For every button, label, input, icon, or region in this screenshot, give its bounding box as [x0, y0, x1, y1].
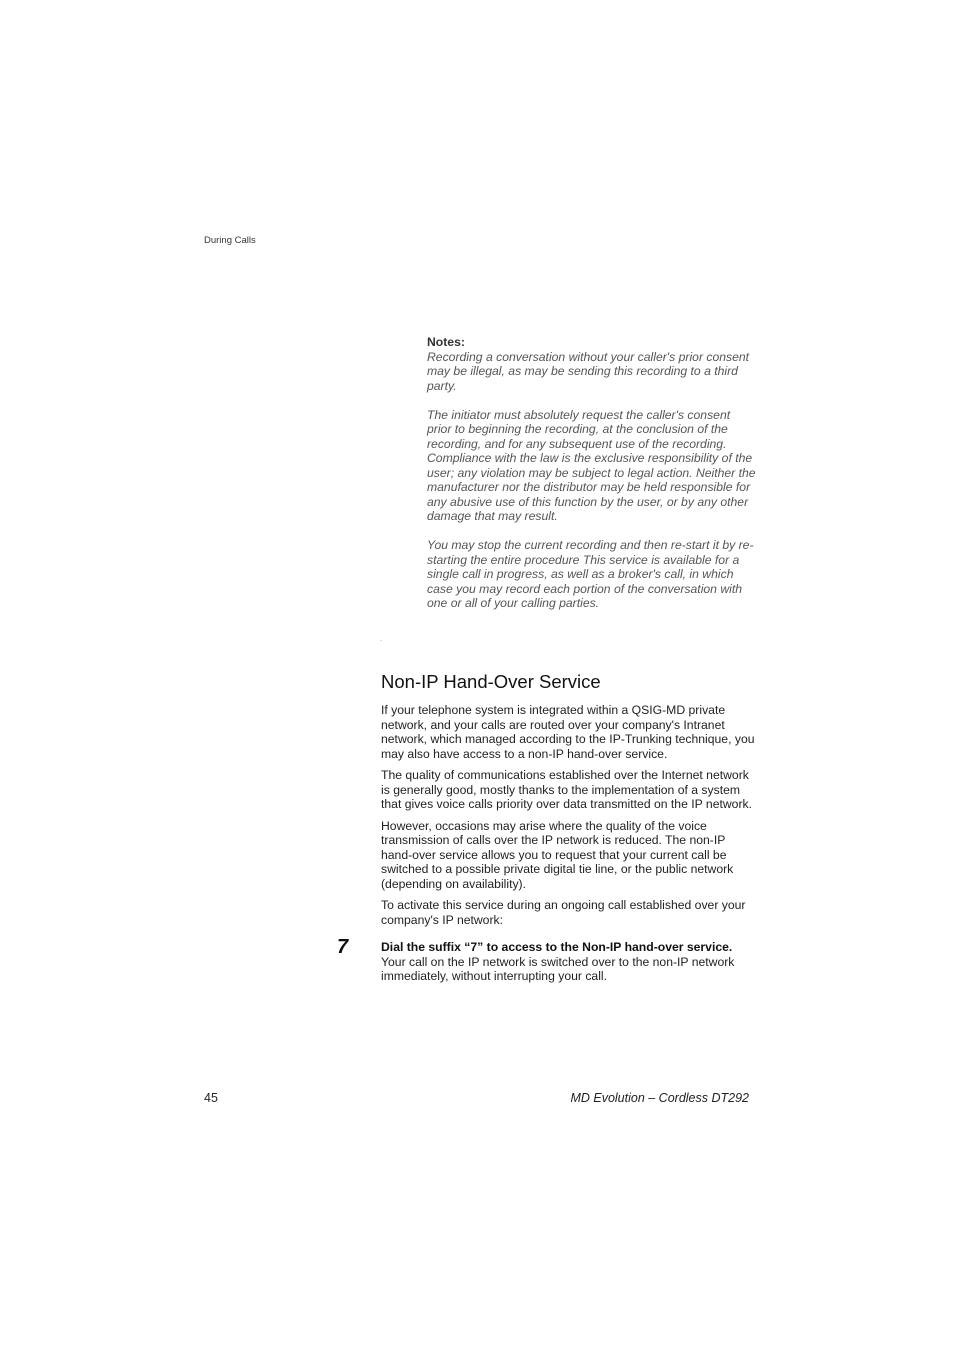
notes-title: Notes: — [427, 335, 465, 349]
running-header: During Calls — [204, 235, 256, 246]
stray-mark: . — [380, 634, 383, 643]
notes-block — [427, 335, 757, 611]
section-paragraph-activate: To activate this service during an ongoing call established over your company's IP network: — [381, 898, 746, 927]
step-key-number: 7 — [337, 936, 349, 958]
section-paragraph-reduced-quality: However, occasions may arise where the quality of the voice transmission of calls over the IP network is reduced. The non-IP hand-over service allows you to request that your current call be switched to a possible private digital tie line, or the public network (depending on availability). — [381, 818, 734, 891]
notes-paragraph-initiator-responsibility: The initiator must absolutely request the caller's consent prior to beginning the recording, at the conclusion of the recording, and for any subsequent use of the recording. Compliance with the law is the exclusive responsibility of the user; any violation may be subject to legal action. Neither the manufacturer nor the distributor may be held responsible for any abusive use of this function by the user, or by any other damage that may result. — [427, 407, 756, 523]
section-paragraph-intro: If your telephone system is integrated within a QSIG-MD private network, and your calls are routed over your company's Intranet network, which managed according to the IP-Trunking technique, you may also have access to a non-IP hand-over service. — [381, 703, 755, 761]
section-paragraph-quality: The quality of communications established over the Internet network is generally good, mostly thanks to the implementation of a system that gives voice calls priority over data transmitted on the IP network. — [381, 768, 752, 811]
notes-paragraph-legal-consent: Recording a conversation without your caller's prior consent may be illegal, as may be sending this recording to a third party. — [427, 349, 750, 393]
procedure-step — [337, 936, 756, 984]
document-title: MD Evolution – Cordless DT292 — [570, 1091, 749, 1105]
step-result: Your call on the IP network is switched over to the non-IP network immediately, without interrupting your call. — [381, 954, 735, 983]
section-title: Non-IP Hand-Over Service — [381, 671, 601, 692]
page-number: 45 — [204, 1091, 218, 1105]
step-instruction: Dial the suffix “7” to access to the Non-IP hand-over service. — [381, 940, 733, 954]
notes-paragraph-stop-recording: You may stop the current recording and then re-start it by re-starting the entire procedure This service is available for a single call in progress, as well as a broker's call, in which case you may record each portion of the conversation with one or all of your calling parties. — [427, 538, 754, 610]
non-ip-handover-section — [337, 670, 756, 984]
